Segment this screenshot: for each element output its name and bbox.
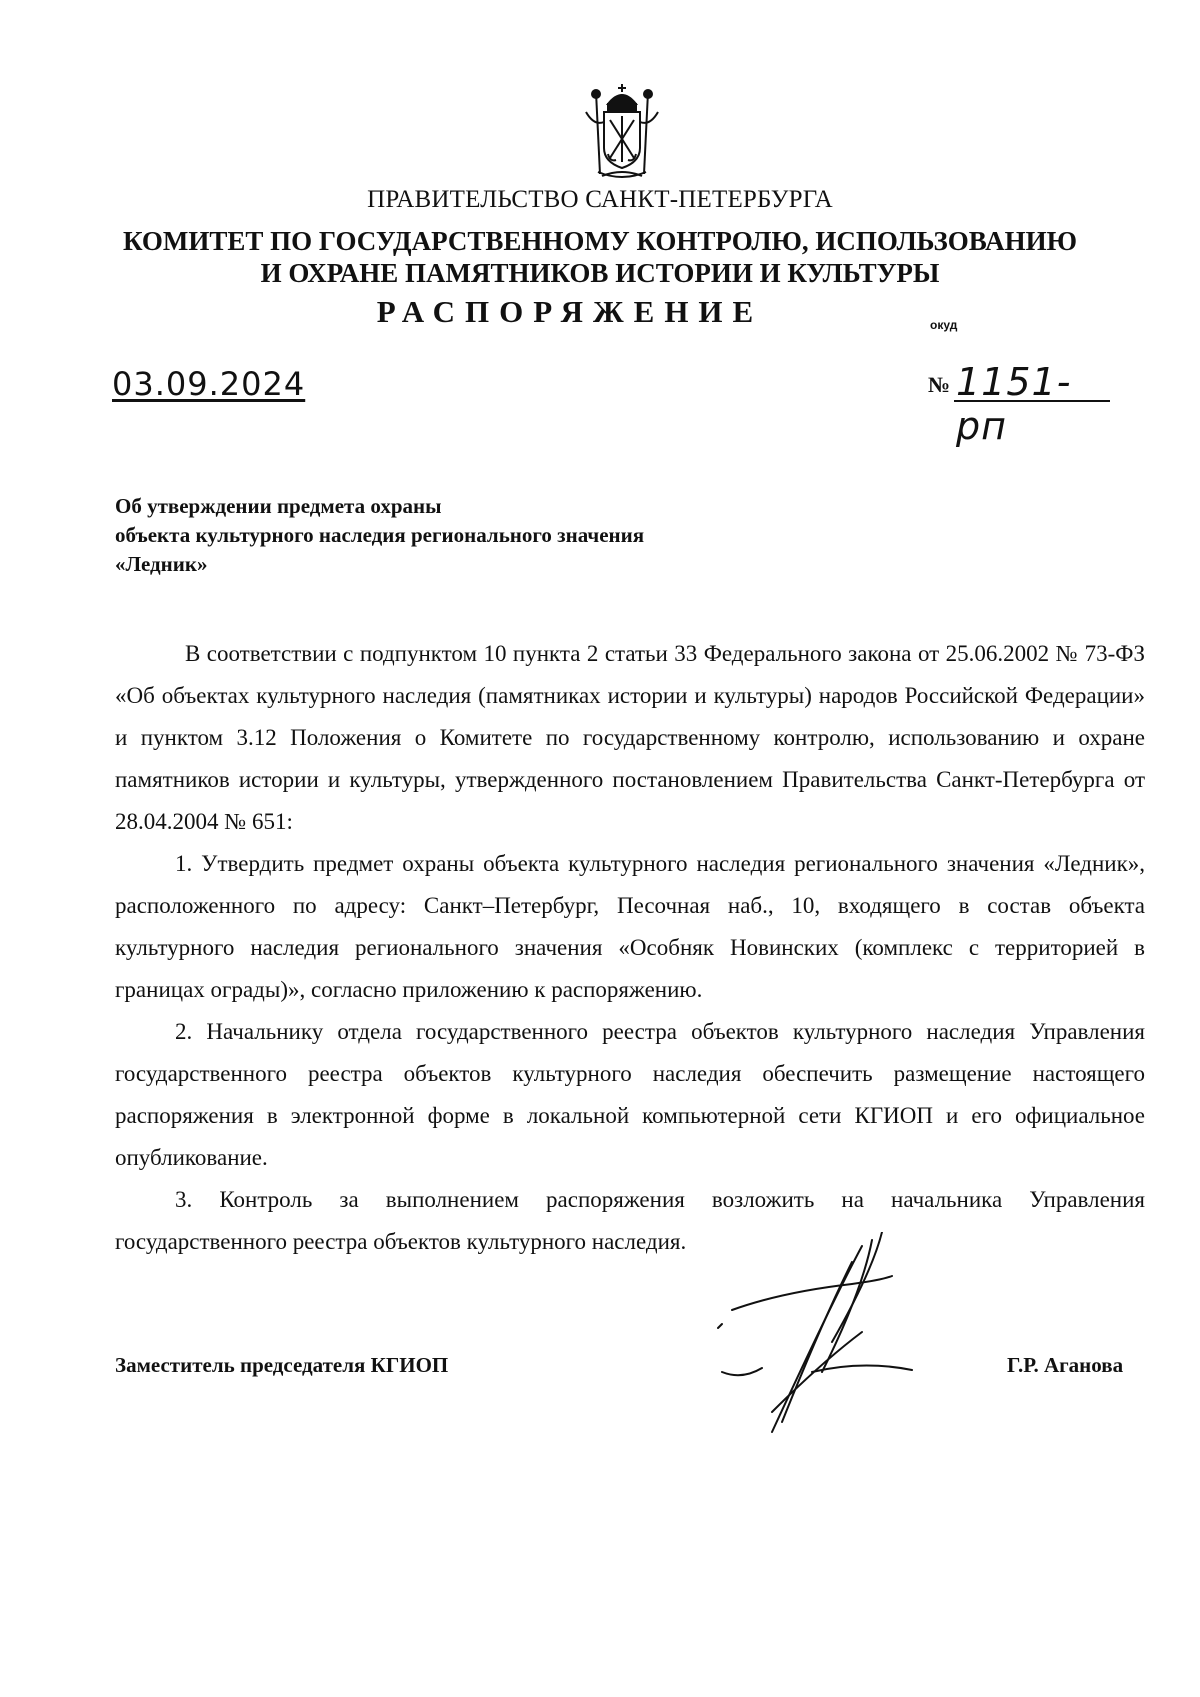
document-body (115, 633, 1145, 1263)
okud-label: окуд (930, 318, 958, 332)
coat-of-arms-icon (578, 82, 666, 182)
title-line: объекта культурного наследия регионального значения (115, 523, 645, 547)
item-2-paragraph: 2. Начальнику отдела государственного реестра объектов культурного наследия Управления государственного реестра объектов культурного наследия обеспечить размещение настоящего распоряжения в электронной форме в локальной компьютерной сети КГИОП и его официальное опубликование. (115, 1019, 1145, 1170)
item-3-paragraph: 3. Контроль за выполнением распоряжения возложить на начальника Управления государственного реестра объектов культурного наследия. (115, 1187, 1145, 1254)
government-heading: ПРАВИТЕЛЬСТВО САНКТ-ПЕТЕРБУРГА (367, 186, 833, 213)
signatory-position: Заместитель председателя КГИОП (115, 1353, 449, 1377)
document-number (928, 360, 1110, 448)
preamble-paragraph: В соответствии с подпунктом 10 пункта 2 статьи 33 Федерального закона от 25.06.2002 № 73-ФЗ «Об объектах культурного наследия (памятниках истории и культуры) народов Российской Федерации» и пунктом 3.12 Положения о Комитете по государственному контролю, использованию и охране памятников истории и культуры, утвержденного постановлением Правительства Санкт-Петербурга от 28.04.2004 № 651: (115, 641, 1145, 834)
number-label: № (928, 372, 951, 397)
number-underline (954, 400, 1110, 402)
document-date: 03.09.2024 (112, 365, 306, 403)
document-type-heading: РАСПОРЯЖЕНИЕ (376, 294, 764, 329)
item-1-paragraph: 1. Утвердить предмет охраны объекта культурного наследия регионального значения «Ледник», расположенного по адресу: Санкт–Петербург, Песочная наб., 10, входящего в состав объекта культурного наследия регионального значения «Особняк Новинских (комплекс с территорией в границах ограды)», согласно приложению к распоряжению. (115, 851, 1145, 1002)
handwritten-signature (712, 1232, 942, 1442)
title-line: «Ледник» (115, 552, 208, 576)
signatory-name: Г.Р. Аганова (1007, 1353, 1124, 1377)
title-line: Об утверждении предмета охраны (115, 494, 442, 518)
committee-heading-line1: КОМИТЕТ ПО ГОСУДАРСТВЕННОМУ КОНТРОЛЮ, ИСПОЛЬЗОВАНИЮ (123, 226, 1077, 256)
number-value: 1151-рп (956, 360, 1072, 448)
document-title (115, 492, 644, 579)
committee-heading-line2: И ОХРАНЕ ПАМЯТНИКОВ ИСТОРИИ И КУЛЬТУРЫ (260, 258, 940, 288)
